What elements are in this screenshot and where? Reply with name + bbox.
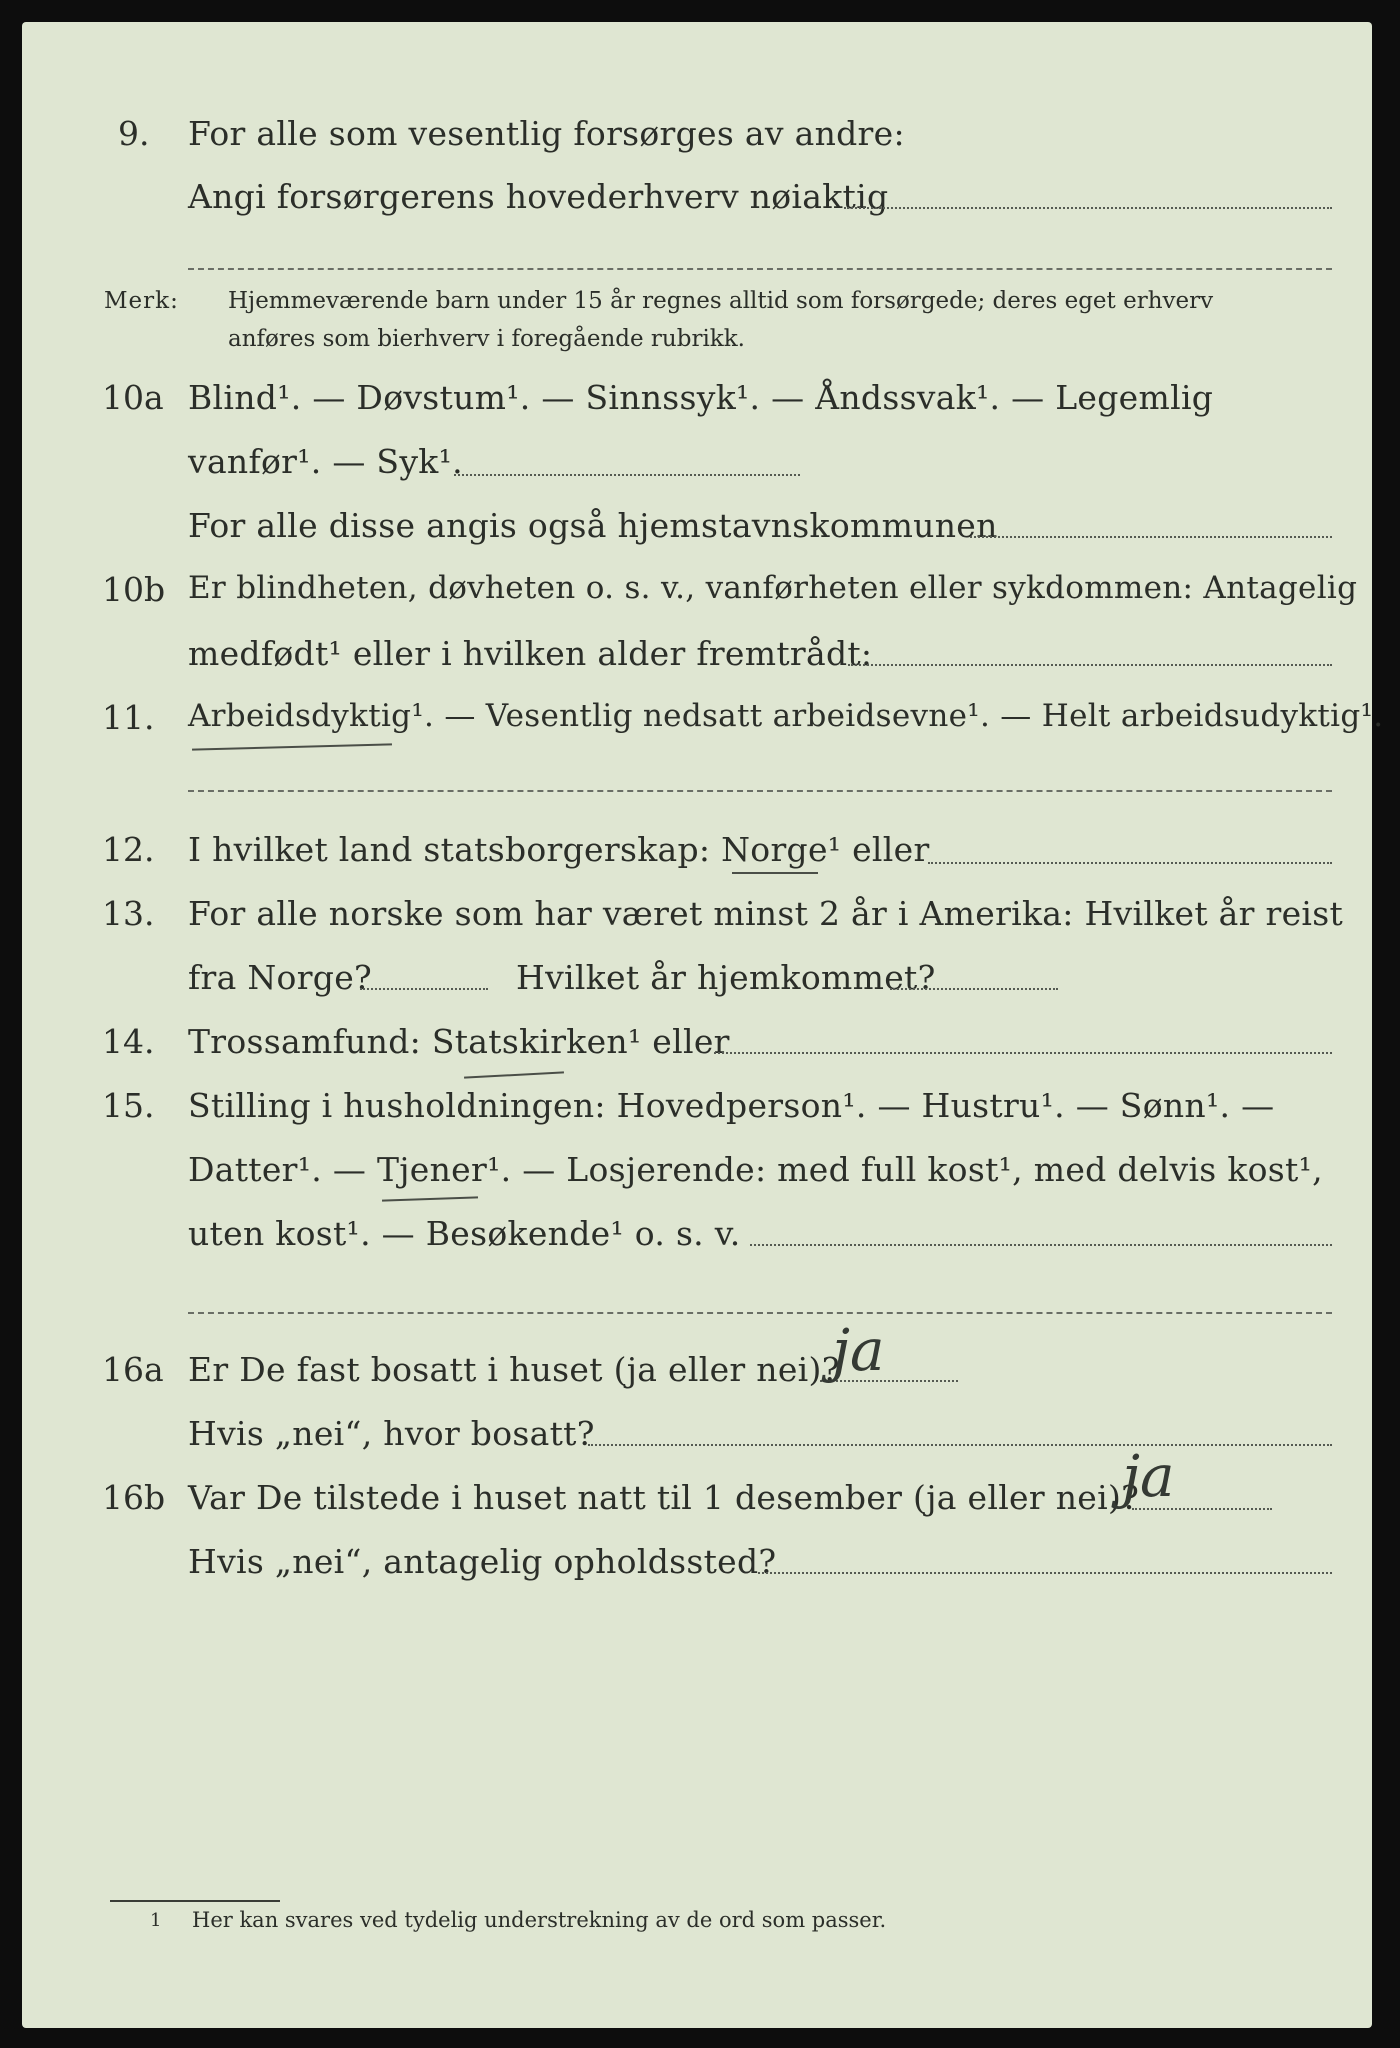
answer-line	[714, 1052, 1332, 1054]
merk-line1: Hjemmeværende barn under 15 år regnes alltid som forsørgede; deres eget erhverv	[228, 288, 1214, 314]
q16a-line2: Hvis „nei“, hvor bosatt?	[188, 1414, 595, 1453]
question-number: 15.	[102, 1086, 155, 1125]
q9-line2: Angi forsørgerens hovederhverv nøiaktig	[188, 177, 889, 216]
question-number: 10a	[102, 378, 164, 417]
merk-line2: anføres som bierhverv i foregående rubrikk.	[228, 326, 745, 352]
q10a-line2: vanfør¹. — Syk¹.	[188, 442, 463, 481]
question-number: 12.	[102, 830, 155, 869]
q12-line1: I hvilket land statsborgerskap: Norge¹ eller	[188, 830, 930, 869]
question-number: 16b	[102, 1478, 166, 1517]
question-number: 14.	[102, 1022, 155, 1061]
q13-line1: For alle norske som har været minst 2 år i Amerika: Hvilket år reist	[188, 894, 1344, 933]
q15-line2: Datter¹. — Tjener¹. — Losjerende: med full kost¹, med delvis kost¹,	[188, 1150, 1323, 1189]
question-number: 9.	[118, 114, 150, 153]
question-number: 11.	[102, 698, 155, 737]
census-form-page	[22, 22, 1384, 2028]
handwritten-underline	[382, 1196, 478, 1201]
answer-line	[848, 664, 1332, 666]
answer-line	[970, 536, 1332, 538]
q10a-line3: For alle disse angis også hjemstavnskommunen	[188, 506, 998, 545]
q16b-line1: Var De tilstede i huset natt til 1 desember (ja eller nei)?	[188, 1478, 1140, 1517]
merk-label: Merk:	[104, 288, 179, 314]
answer-line	[188, 1312, 1332, 1314]
answer-line	[758, 1572, 1332, 1574]
q16b-line2: Hvis „nei“, antagelig opholdssted?	[188, 1542, 777, 1581]
answer-line	[928, 862, 1332, 864]
handwritten-underline	[732, 872, 818, 874]
q16a-line1: Er De fast bosatt i huset (ja eller nei)?	[188, 1350, 840, 1389]
q10b-line1: Er blindheten, døvheten o. s. v., vanførheten eller sykdommen: Antagelig	[188, 570, 1358, 606]
q11-line1: Arbeidsdyktig¹. — Vesentlig nedsatt arbeidsevne¹. — Helt arbeidsudyktig¹.	[188, 698, 1384, 734]
answer-line	[188, 268, 1332, 270]
answer-line	[188, 790, 1332, 792]
handwritten-answer: ja	[832, 1316, 885, 1384]
q10b-line2: medfødt¹ eller i hvilken alder fremtrådt:	[188, 634, 873, 673]
handwritten-underline	[464, 1071, 564, 1078]
answer-line	[588, 1444, 1332, 1446]
q15-line1: Stilling i husholdningen: Hovedperson¹. — Hustru¹. — Sønn¹. —	[188, 1086, 1275, 1125]
q9-line1: For alle som vesentlig forsørges av andre:	[188, 114, 905, 153]
q13-line2b: Hvilket år hjemkommet?	[516, 958, 936, 997]
answer-line	[890, 988, 1058, 990]
q14-line1: Trossamfund: Statskirken¹ eller	[188, 1022, 730, 1061]
answer-line	[360, 988, 488, 990]
footnote-separator	[110, 1900, 280, 1902]
handwritten-answer: ja	[1122, 1442, 1175, 1510]
q10a-line1: Blind¹. — Døvstum¹. — Sinnssyk¹. — Åndssvak¹. — Legemlig	[188, 378, 1214, 417]
q15-line3: uten kost¹. — Besøkende¹ o. s. v.	[188, 1214, 741, 1253]
answer-line	[454, 474, 800, 476]
question-number: 16a	[102, 1350, 164, 1389]
answer-line	[750, 1244, 1332, 1246]
answer-line	[844, 207, 1332, 209]
footnote-text: Her kan svares ved tydelig understrekning av de ord som passer.	[192, 1908, 887, 1932]
q13-line2a: fra Norge?	[188, 958, 373, 997]
footnote-mark: 1	[150, 1910, 162, 1931]
question-number: 10b	[102, 570, 166, 609]
handwritten-underline	[192, 743, 392, 750]
question-number: 13.	[102, 894, 155, 933]
